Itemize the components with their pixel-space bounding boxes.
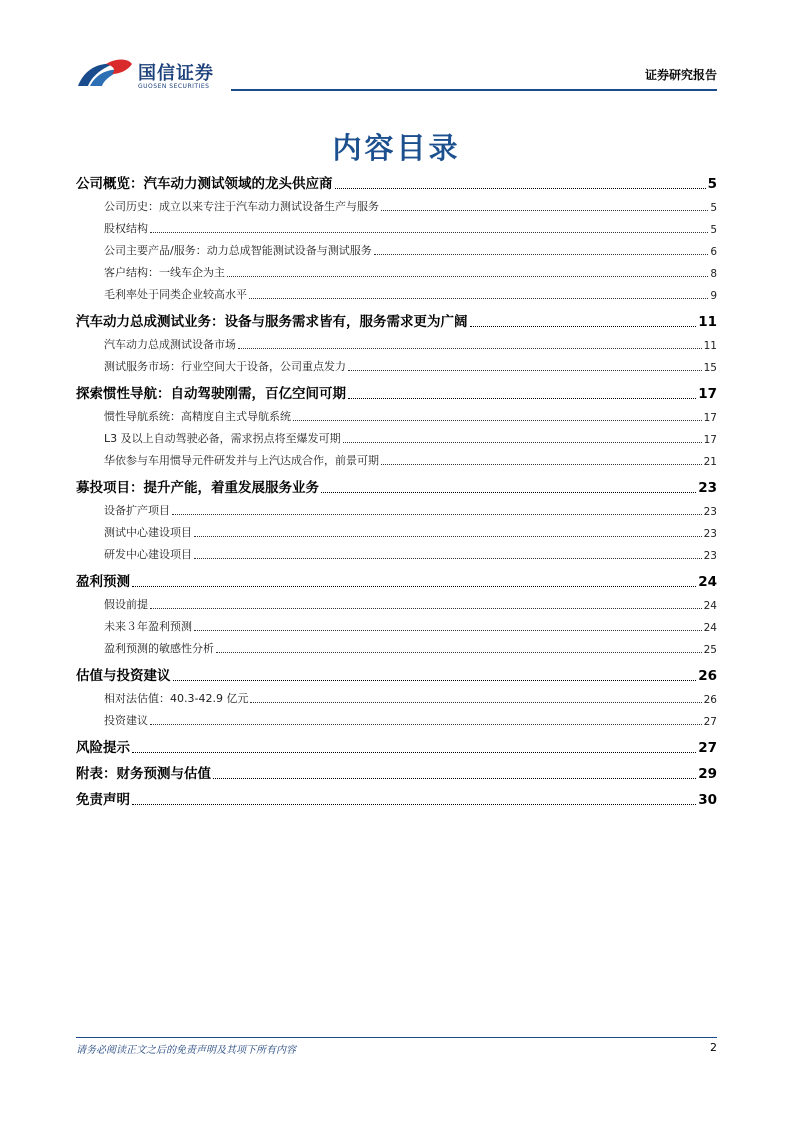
toc-entry-page: 8	[710, 268, 717, 280]
toc-entry-label: 风险提示	[76, 740, 130, 756]
toc-entry-page: 26	[698, 668, 717, 684]
page-header	[76, 52, 717, 90]
toc-subsection-entry[interactable]	[76, 404, 717, 424]
toc-section-entry[interactable]	[76, 662, 717, 684]
toc-entry-page: 9	[710, 290, 717, 302]
toc-dot-leader	[194, 558, 702, 559]
toc-entry-label: 设备扩产项目	[104, 504, 170, 517]
toc-dot-leader	[216, 652, 702, 653]
toc-dot-leader	[150, 232, 708, 233]
toc-dot-leader	[213, 778, 696, 779]
toc-entry-page: 24	[703, 600, 717, 612]
toc-entry-label: 募投项目：提升产能，着重发展服务业务	[76, 480, 319, 496]
footer-divider	[76, 1037, 717, 1038]
toc-entry-page: 24	[703, 622, 717, 634]
toc-subsection-entry[interactable]	[76, 592, 717, 612]
toc-dot-leader	[227, 276, 708, 277]
header-divider	[231, 89, 717, 91]
toc-entry-page: 23	[703, 550, 717, 562]
toc-entry-page: 23	[698, 480, 717, 496]
toc-dot-leader	[343, 442, 702, 443]
toc-entry-page: 30	[698, 792, 717, 808]
guosen-logo-icon	[76, 56, 134, 90]
toc-entry-page: 25	[703, 644, 717, 656]
toc-dot-leader	[194, 630, 702, 631]
toc-dot-leader	[194, 536, 702, 537]
footer-disclaimer: 请务必阅读正文之后的免责声明及其项下所有内容	[76, 1045, 296, 1056]
toc-entry-label: 估值与投资建议	[76, 668, 171, 684]
toc-entry-label: 相对法估值：40.3-42.9 亿元	[104, 692, 249, 705]
toc-dot-leader	[293, 420, 702, 421]
page-number: 2	[710, 1041, 717, 1054]
toc-entry-label: 汽车动力总成测试设备市场	[104, 338, 236, 351]
toc-subsection-entry[interactable]	[76, 708, 717, 728]
toc-entry-page: 23	[703, 506, 717, 518]
toc-entry-page: 11	[698, 314, 717, 330]
toc-subsection-entry[interactable]	[76, 282, 717, 302]
toc-dot-leader	[321, 492, 696, 493]
toc-subsection-entry[interactable]	[76, 332, 717, 352]
toc-subsection-entry[interactable]	[76, 216, 717, 236]
toc-entry-label: 未来３年盈利预测	[104, 620, 192, 633]
toc-dot-leader	[172, 514, 702, 515]
toc-entry-page: 27	[703, 716, 717, 728]
toc-dot-leader	[470, 326, 697, 327]
toc-entry-page: 5	[710, 224, 717, 236]
toc-entry-label: 客户结构：一线车企为主	[104, 266, 225, 279]
toc-entry-label: 公司主要产品/服务：动力总成智能测试设备与测试服务	[104, 244, 372, 257]
toc-dot-leader	[132, 752, 696, 753]
toc-entry-label: 盈利预测的敏感性分析	[104, 642, 214, 655]
toc-entry-page: 6	[710, 246, 717, 258]
toc-subsection-entry[interactable]	[76, 238, 717, 258]
toc-section-entry[interactable]	[76, 568, 717, 590]
toc-entry-page: 17	[703, 412, 717, 424]
toc-entry-page: 5	[710, 202, 717, 214]
toc-entry-page: 11	[703, 340, 717, 352]
toc-entry-label: L3 及以上自动驾驶必备，需求拐点将至爆发可期	[104, 432, 341, 445]
toc-dot-leader	[173, 680, 697, 681]
toc-dot-leader	[132, 804, 696, 805]
toc-entry-label: 汽车动力总成测试业务：设备与服务需求皆有，服务需求更为广阔	[76, 314, 468, 330]
toc-subsection-entry[interactable]	[76, 542, 717, 562]
toc-subsection-entry[interactable]	[76, 426, 717, 446]
toc-dot-leader	[335, 188, 706, 189]
toc-entry-label: 公司概览：汽车动力测试领域的龙头供应商	[76, 176, 333, 192]
report-type-label: 证券研究报告	[644, 68, 717, 82]
toc-entry-label: 华依参与车用惯导元件研发并与上汽达成合作，前景可期	[104, 454, 379, 467]
toc-entry-page: 21	[703, 456, 717, 468]
toc-entry-page: 15	[703, 362, 717, 374]
toc-dot-leader	[381, 464, 702, 465]
toc-entry-label: 假设前提	[104, 598, 148, 611]
toc-dot-leader	[132, 586, 696, 587]
toc-entry-page: 27	[698, 740, 717, 756]
toc-dot-leader	[381, 210, 708, 211]
toc-entry-label: 毛利率处于同类企业较高水平	[104, 288, 247, 301]
toc-section-entry[interactable]	[76, 760, 717, 782]
toc-subsection-entry[interactable]	[76, 194, 717, 214]
toc-entry-label: 测试中心建设项目	[104, 526, 192, 539]
toc-entry-page: 5	[707, 176, 717, 192]
toc-entry-page: 24	[698, 574, 717, 590]
toc-entry-label: 免责声明	[76, 792, 130, 808]
toc-dot-leader	[250, 702, 701, 703]
toc-entry-label: 附表：财务预测与估值	[76, 766, 211, 782]
toc-subsection-entry[interactable]	[76, 636, 717, 656]
toc-subsection-entry[interactable]	[76, 448, 717, 468]
toc-entry-label: 公司历史：成立以来专注于汽车动力测试设备生产与服务	[104, 200, 379, 213]
toc-subsection-entry[interactable]	[76, 354, 717, 374]
toc-entry-page: 26	[703, 694, 717, 706]
toc-section-entry[interactable]	[76, 308, 717, 330]
toc-entry-label: 探索惯性导航：自动驾驶刚需，百亿空间可期	[76, 386, 346, 402]
logo-chinese-name: 国信证券	[138, 63, 214, 84]
toc-entry-label: 投资建议	[104, 714, 148, 727]
toc-subsection-entry[interactable]	[76, 686, 717, 706]
toc-dot-leader	[348, 370, 702, 371]
toc-dot-leader	[348, 398, 696, 399]
toc-title: 内容目录	[332, 131, 461, 165]
toc-entry-label: 研发中心建设项目	[104, 548, 192, 561]
toc-subsection-entry[interactable]	[76, 614, 717, 634]
logo-english-name: GUOSEN SECURITIES	[138, 83, 210, 90]
toc-entry-label: 测试服务市场：行业空间大于设备，公司重点发力	[104, 360, 346, 373]
toc-entry-page: 23	[703, 528, 717, 540]
toc-dot-leader	[150, 724, 702, 725]
toc-dot-leader	[238, 348, 702, 349]
toc-dot-leader	[150, 608, 702, 609]
toc-section-entry[interactable]	[76, 170, 717, 192]
company-logo	[76, 56, 226, 90]
toc-section-entry[interactable]	[76, 786, 717, 808]
toc-entry-label: 股权结构	[104, 222, 148, 235]
toc-section-entry[interactable]	[76, 474, 717, 496]
toc-dot-leader	[249, 298, 708, 299]
toc-entry-label: 惯性导航系统：高精度自主式导航系统	[104, 410, 291, 423]
toc-entry-label: 盈利预测	[76, 574, 130, 590]
toc-section-entry[interactable]	[76, 380, 717, 402]
toc-section-entry[interactable]	[76, 734, 717, 756]
toc-subsection-entry[interactable]	[76, 520, 717, 540]
toc-entry-page: 29	[698, 766, 717, 782]
toc-subsection-entry[interactable]	[76, 498, 717, 518]
toc-entry-page: 17	[703, 434, 717, 446]
toc-subsection-entry[interactable]	[76, 260, 717, 280]
toc-dot-leader	[374, 254, 709, 255]
toc-entry-page: 17	[698, 386, 717, 402]
